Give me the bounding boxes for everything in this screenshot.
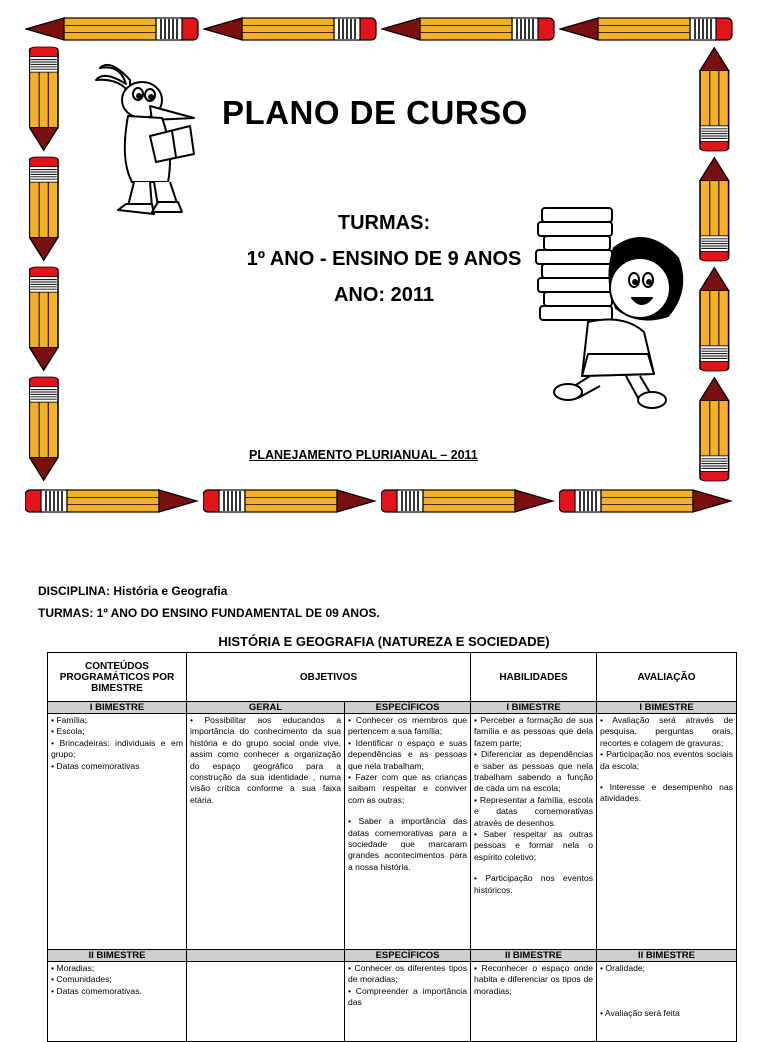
list-item: • Perceber a formação de sua família e as pessoas que dela fazem parte;: [474, 715, 593, 749]
turmas-line: TURMAS: 1º ANO DO ENSINO FUNDAMENTAL DE 09 ANOS.: [38, 606, 380, 620]
habilidades-cell: [471, 962, 597, 1042]
pencil-border-left-3: [29, 266, 69, 372]
header-habilidades: HABILIDADES: [471, 653, 597, 702]
bimestre-1-band-row: [48, 702, 737, 714]
band-label: I BIMESTRE: [48, 702, 187, 714]
list-item: • Possibilitar aos educandos a importância do conhecimento da sua história e do grupo social onde vive, assim como conhecer a organização do espaço geográfico para a construção da sua identidade , numa visão crítica conforme a sua faixa etária.: [190, 715, 341, 806]
list-item: • Identificar o espaço e suas dependências e as pessoas que nela trabalham;: [348, 738, 467, 772]
table-header-row: [48, 653, 737, 702]
list-item: • Moradias;: [51, 963, 183, 974]
pencil-border-bottom-4: [559, 489, 733, 513]
list-item: • Escola;: [51, 726, 183, 737]
pencil-border-bottom-2: [203, 489, 377, 513]
band-label: GERAL: [187, 702, 345, 714]
band-label: ESPECÍFICOS: [345, 950, 471, 962]
header-objetivos: OBJETIVOS: [187, 653, 471, 702]
pencil-border-top-2: [203, 17, 377, 41]
objetivos-especificos-cell: [345, 962, 471, 1042]
list-item: • Avaliação será feita: [600, 1008, 733, 1019]
list-item: • Comunidades;: [51, 974, 183, 985]
list-item: • Diferenciar as dependências e saber as pessoas que nela trabalham sabendo a função de cada um na escola;: [474, 749, 593, 795]
cover-turmas-label: TURMAS:: [337, 212, 431, 234]
list-item: • Representar a família, escola e datas comemorativas através de desenhos.: [474, 795, 593, 829]
list-item: • Saber a importância das datas comemorativas para a sociedade que marcaram grandes acontecimentos para a nossa história.: [348, 816, 467, 873]
list-item: • Conhecer os membros que pertencem a sua família;: [348, 715, 467, 738]
objetivo-geral-cell: [187, 714, 345, 950]
list-item: • Interesse e desempenho nas atividades.: [600, 782, 733, 805]
list-item: • Brincadeiras: individuais e em grupo;: [51, 738, 183, 761]
list-item: • Datas comemorativas.: [51, 986, 183, 997]
pencil-border-right-3: [692, 266, 732, 372]
band-label: [187, 950, 345, 962]
table-title: HISTÓRIA E GEOGRAFIA (NATUREZA E SOCIEDADE): [218, 634, 550, 649]
avaliacao-cell: [597, 962, 737, 1042]
bimestre-2-band-row: [48, 950, 737, 962]
list-item: • Família;: [51, 715, 183, 726]
band-label: I BIMESTRE: [597, 702, 737, 714]
disciplina-line: DISCIPLINA: História e Geografia: [38, 584, 228, 598]
pencil-border-bottom-1: [25, 489, 199, 513]
list-item: • Participação nos eventos históricos.: [474, 873, 593, 896]
cover-year-line: ANO: 2011: [333, 284, 435, 306]
avaliacao-cell: [597, 714, 737, 950]
list-item: • Oralidade;: [600, 963, 733, 974]
cover-title: PLANO DE CURSO: [222, 94, 528, 131]
band-label: II BIMESTRE: [48, 950, 187, 962]
pencil-border-left-4: [29, 376, 69, 482]
pencil-border-top-1: [25, 17, 199, 41]
bimestre-2-content-row: [48, 962, 737, 1042]
bimestre-1-content-row: [48, 714, 737, 950]
band-label: ESPECÍFICOS: [345, 702, 471, 714]
list-item: • Reconhecer o espaço onde habita e diferenciar os tipos de moradias;: [474, 963, 593, 997]
objetivo-geral-cell: [187, 962, 345, 1042]
pencil-border-top-4: [559, 17, 733, 41]
habilidades-cell: [471, 714, 597, 950]
conteudos-cell: [48, 962, 187, 1042]
cover-plan-subtitle: PLANEJAMENTO PLURIANUAL – 2011: [249, 448, 478, 462]
list-item: • Compreender a importância das: [348, 986, 467, 1009]
band-label: I BIMESTRE: [471, 702, 597, 714]
pencil-border-right-4: [692, 376, 732, 482]
list-item: • Avaliação será através de pesquisa, perguntas orais, recortes e colagem de gravuras;: [600, 715, 733, 749]
course-plan-table: [47, 652, 737, 1042]
objetivos-especificos-cell: [345, 714, 471, 950]
woodpecker-reading-illustration: [90, 50, 210, 222]
list-item: • Datas comemorativas: [51, 761, 183, 772]
cover-grade-line: 1º ANO - ENSINO DE 9 ANOS: [246, 248, 522, 270]
pencil-border-top-3: [381, 17, 555, 41]
header-avaliacao: AVALIAÇÃO: [597, 653, 737, 702]
pencil-border-right-2: [692, 156, 732, 262]
header-conteudos: CONTEÚDOS PROGRAMÁTICOS POR BIMESTRE: [48, 653, 187, 702]
list-item: • Fazer com que as crianças saibam respeitar e conviver com as outras;: [348, 772, 467, 806]
list-item: • Participação nos eventos sociais da escola;: [600, 749, 733, 772]
pencil-border-right-1: [692, 46, 732, 152]
conteudos-cell: [48, 714, 187, 950]
pencil-border-left-1: [29, 46, 69, 152]
list-item: • Conhecer os diferentes tipos de moradias;: [348, 963, 467, 986]
pencil-border-bottom-3: [381, 489, 555, 513]
band-label: II BIMESTRE: [471, 950, 597, 962]
band-label: II BIMESTRE: [597, 950, 737, 962]
list-item: • Saber respeitar as outras pessoas e formar nela o espírito coletivo;: [474, 829, 593, 863]
pencil-border-left-2: [29, 156, 69, 262]
